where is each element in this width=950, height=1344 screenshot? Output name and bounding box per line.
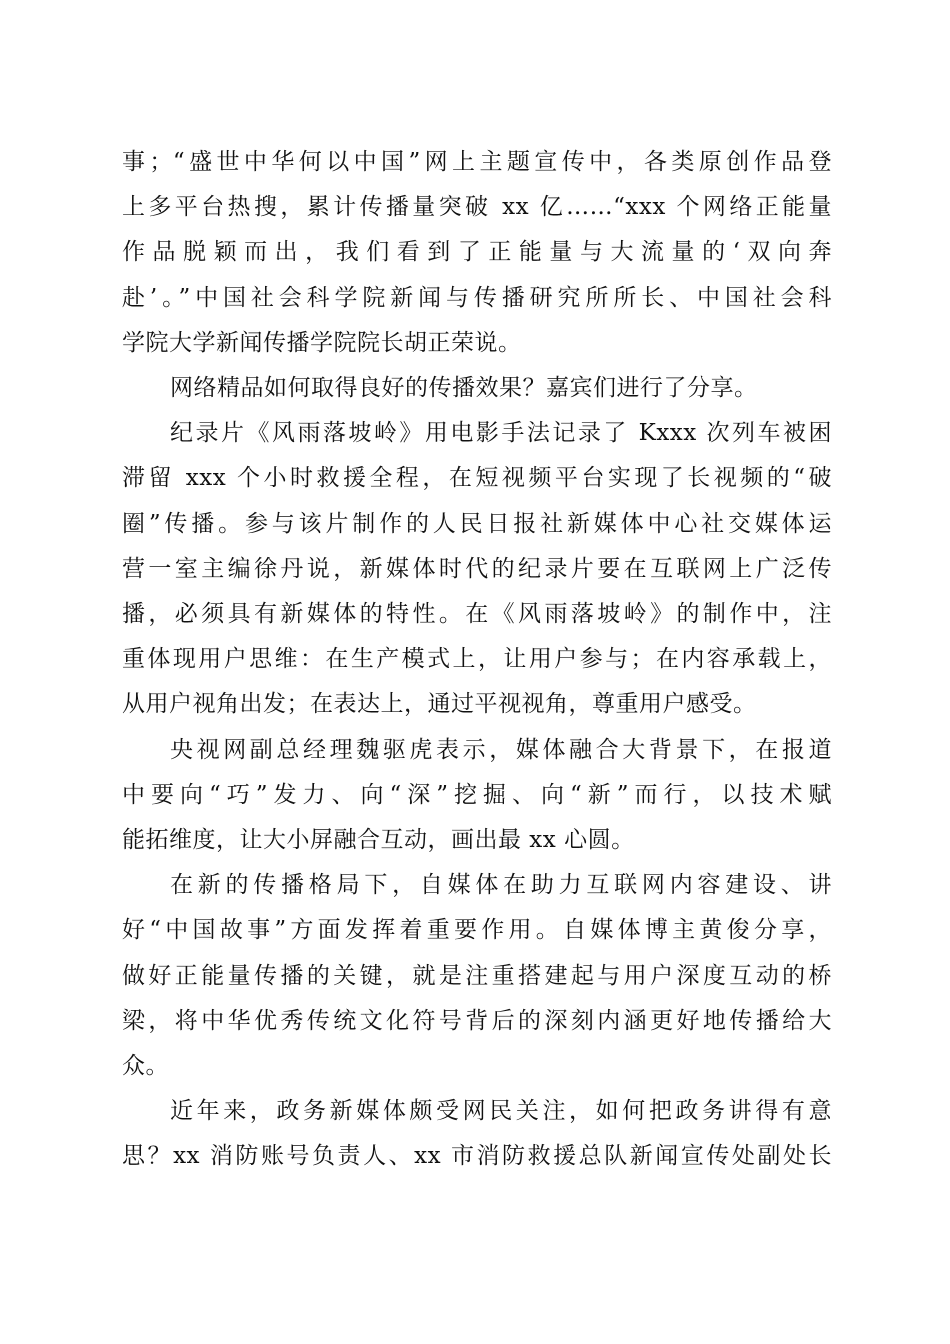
text-line: 网络精品如何取得良好的传播效果？嘉宾们进行了分享。 bbox=[170, 375, 758, 402]
text-line: 从用户视角出发；在表达上，通过平视视角，尊重用户感受。 bbox=[122, 691, 757, 718]
text-line: 营一室主编徐丹说，新媒体时代的纪录片要在互联网上广泛传 bbox=[122, 555, 832, 582]
text-line: 做好正能量传播的关键，就是注重搭建起与用户深度互动的桥 bbox=[122, 962, 832, 989]
text-line: 好“中国故事”方面发挥着重要作用。自媒体博主黄俊分享， bbox=[122, 917, 832, 944]
text-line: 上多平台热搜，累计传播量突破 xx 亿……“xxx 个网络正能量 bbox=[122, 194, 832, 221]
text-line: 播，必须具有新媒体的特性。在《风雨落坡岭》的制作中，注 bbox=[122, 601, 832, 628]
text-line: 在新的传播格局下，自媒体在助力互联网内容建设、讲 bbox=[170, 872, 832, 899]
paragraph-3 bbox=[122, 411, 832, 727]
text-line: 众。 bbox=[122, 1053, 169, 1080]
paragraph-6 bbox=[122, 1089, 832, 1179]
text-line: 学院大学新闻传播学院院长胡正荣说。 bbox=[122, 329, 522, 356]
paragraph-1 bbox=[122, 140, 832, 366]
text-line: 纪录片《风雨落坡岭》用电影手法记录了 Kxxx 次列车被困 bbox=[170, 420, 832, 447]
text-line: 央视网副总经理魏驱虎表示，媒体融合大背景下，在报道 bbox=[170, 736, 832, 763]
text-line: 滞留 xxx 个小时救援全程，在短视频平台实现了长视频的“破 bbox=[122, 465, 832, 492]
paragraph-5 bbox=[122, 863, 832, 1089]
text-line: 思？xx 消防账号负责人、xx 市消防救援总队新闻宣传处副处长 bbox=[122, 1143, 832, 1170]
paragraph-2 bbox=[122, 366, 832, 411]
text-line: 近年来，政务新媒体颇受网民关注，如何把政务讲得有意 bbox=[170, 1098, 832, 1125]
text-line: 圈”传播。参与该片制作的人民日报社新媒体中心社交媒体运 bbox=[122, 510, 832, 537]
text-line: 中要向“巧”发力、向“深”挖掘、向“新”而行，以技术赋 bbox=[122, 781, 832, 808]
text-line: 赴’。”中国社会科学院新闻与传播研究所所长、中国社会科 bbox=[122, 284, 832, 311]
text-line: 梁，将中华优秀传统文化符号背后的深刻内涵更好地传播给大 bbox=[122, 1007, 832, 1034]
paragraph-4 bbox=[122, 728, 832, 864]
text-line: 事；“盛世中华何以中国”网上主题宣传中，各类原创作品登 bbox=[122, 149, 832, 175]
text-line: 能拓维度，让大小屏融合互动，画出最 xx 心圆。 bbox=[122, 827, 635, 854]
text-line: 作品脱颖而出，我们看到了正能量与大流量的‘双向奔 bbox=[122, 239, 832, 266]
article-body bbox=[122, 140, 832, 1180]
text-line: 重体现用户思维：在生产模式上，让用户参与；在内容承载上， bbox=[122, 646, 832, 673]
